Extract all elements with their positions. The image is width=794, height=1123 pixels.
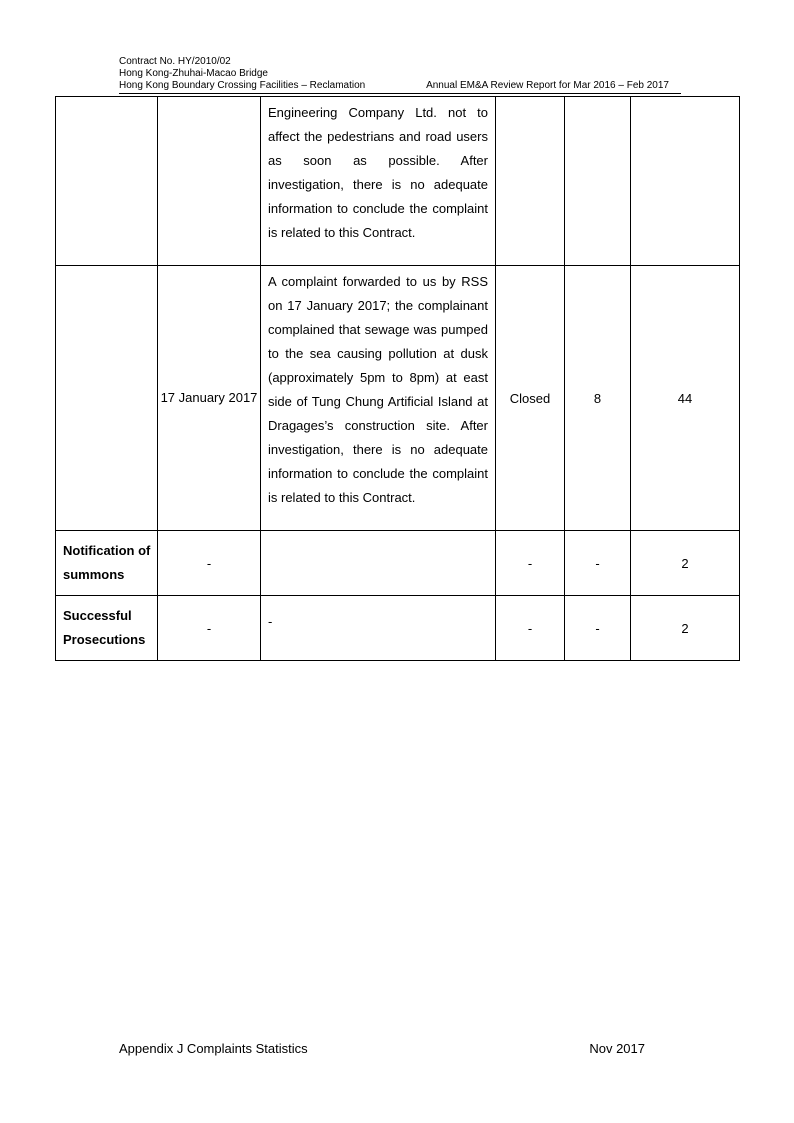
complaint-count: - [565, 531, 631, 596]
complaint-date: - [158, 596, 261, 661]
table-cell [565, 97, 631, 266]
table-cell [56, 97, 158, 266]
complaint-description: Engineering Company Ltd. not to affect the pedestrians and road users as soon as possible. After investigation, there is no adequate information to conclude the complaint is related to this Contract. [261, 97, 496, 266]
table-row [56, 531, 740, 596]
table-row [56, 266, 740, 531]
table-cell [631, 97, 740, 266]
row-label: Successful Prosecutions [56, 596, 158, 661]
complaint-description: - [261, 596, 496, 661]
complaints-table [55, 96, 740, 661]
header-line [119, 80, 681, 94]
cumulative-count: 44 [631, 266, 740, 531]
complaint-description [261, 531, 496, 596]
report-title: Annual EM&A Review Report for Mar 2016 – Feb 2017 [426, 80, 669, 91]
cumulative-count: 2 [631, 531, 740, 596]
complaint-date: 17 January 2017 [158, 266, 261, 531]
complaint-count: - [565, 596, 631, 661]
row-label: Notification of summons [56, 531, 158, 596]
table-cell [496, 97, 565, 266]
project-name: Hong Kong-Zhuhai-Macao Bridge [119, 68, 268, 79]
complaint-status: - [496, 531, 565, 596]
complaint-status: - [496, 596, 565, 661]
complaint-description: A complaint forwarded to us by RSS on 17 January 2017; the complainant complained that sewage was pumped to the sea causing pollution at dusk (approximately 5pm to 8pm) at east side of Tung Chung Artificial Island at Dragages’s construction site. After investigation, there is no adequate information to conclude the complaint is related to this Contract. [261, 266, 496, 531]
footer-appendix-title: Appendix J Complaints Statistics [119, 1041, 308, 1056]
footer-date: Nov 2017 [589, 1041, 645, 1056]
complaint-date: - [158, 531, 261, 596]
subproject-name: Hong Kong Boundary Crossing Facilities – Reclamation [119, 80, 366, 91]
page-footer [119, 1041, 645, 1056]
table-row [56, 596, 740, 661]
table-cell [56, 266, 158, 531]
table-row [56, 97, 740, 266]
complaint-count: 8 [565, 266, 631, 531]
contract-number: Contract No. HY/2010/02 [119, 56, 231, 67]
cumulative-count: 2 [631, 596, 740, 661]
page-header [119, 56, 681, 94]
complaint-status: Closed [496, 266, 565, 531]
table-cell [158, 97, 261, 266]
